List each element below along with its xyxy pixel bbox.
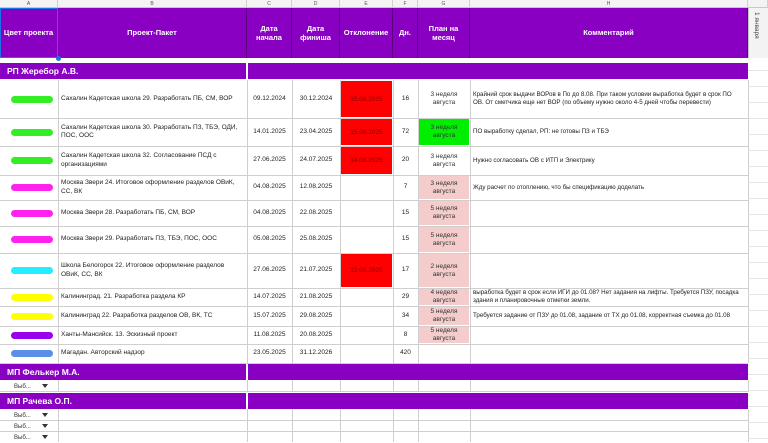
header-comment[interactable]: Комментарий: [470, 8, 748, 58]
plan-cell[interactable]: 3 неделя августа: [419, 176, 469, 199]
comment-cell[interactable]: Нужно согласовать ОВ с ИТП и Электрику: [473, 156, 595, 164]
color-pill[interactable]: [11, 184, 53, 191]
project-name[interactable]: Сахалин Кадетская школа 29. Разработать ПБ, СМ, ВОР: [61, 94, 233, 102]
column-divider: [418, 409, 419, 442]
comment-cell[interactable]: выработка будет в срок если ИГИ до 01.08? Нет задания на лифты. Требуется ПЗУ, посадка здания и планировочные отметки земли.: [473, 289, 739, 304]
days-cell[interactable]: 34: [401, 311, 410, 319]
comment-cell[interactable]: [473, 344, 745, 363]
plan-cell[interactable]: 3 неделя августа: [430, 91, 458, 106]
deviation-cell[interactable]: 14.08.2025: [341, 147, 392, 174]
start-date[interactable]: 04.08.2025: [253, 183, 286, 191]
color-dropdown[interactable]: [0, 432, 58, 443]
dropdown-label: Выб...: [14, 434, 31, 441]
finish-date[interactable]: 12.08.2025: [299, 183, 333, 191]
color-pill[interactable]: [11, 313, 53, 320]
days-cell[interactable]: 16: [401, 94, 410, 102]
color-pill[interactable]: [11, 350, 53, 357]
finish-date[interactable]: 24.07.2025: [299, 156, 333, 164]
header-month[interactable]: [748, 8, 768, 58]
column-letter-a[interactable]: A: [0, 0, 58, 8]
days-cell[interactable]: 29: [401, 292, 410, 300]
dropdown-label: Выб...: [14, 383, 31, 390]
finish-date[interactable]: 25.08.2025: [299, 235, 333, 243]
color-pill[interactable]: [11, 236, 53, 243]
plan-cell[interactable]: 5 неделя августа: [419, 327, 469, 343]
plan-cell[interactable]: 3 неделя августа: [419, 119, 469, 145]
row-divider: [748, 406, 768, 407]
project-name[interactable]: Магадан. Авторский надзор: [61, 349, 145, 357]
column-divider: [418, 80, 419, 363]
comment-cell[interactable]: Жду расчет по отоплению, что бы спецификацию доделать: [473, 183, 645, 191]
column-divider: [247, 409, 248, 442]
comment-cell[interactable]: [473, 326, 745, 344]
column-divider: [292, 409, 293, 442]
plan-cell[interactable]: 5 неделя августа: [419, 227, 469, 252]
row-divider: [748, 374, 768, 375]
group-divider: [246, 63, 248, 79]
plan-cell[interactable]: 5 неделя августа: [419, 201, 469, 225]
header-project[interactable]: Проект-Пакет: [58, 8, 247, 58]
comment-cell[interactable]: Требуется задание от ПЗУ до 01.08, задание от ТХ до 01.08, корректная съемка до 01.08: [473, 312, 731, 320]
header-deviation[interactable]: Отклонение: [340, 8, 393, 58]
finish-date[interactable]: 21.07.2025: [299, 266, 333, 274]
column-letter-b[interactable]: B: [58, 0, 247, 8]
column-divider: [58, 409, 59, 442]
finish-date[interactable]: 23.04.2025: [299, 127, 333, 135]
project-name[interactable]: Калининград 22. Разработка разделов ОВ, ВК, ТС: [61, 311, 213, 319]
days-cell[interactable]: 15: [401, 235, 410, 243]
row-divider: [748, 166, 768, 167]
start-date[interactable]: 27.06.2025: [253, 156, 286, 164]
column-divider: [470, 80, 471, 363]
header-plan[interactable]: План на месяц: [418, 8, 470, 58]
days-cell[interactable]: 15: [401, 208, 410, 216]
row-divider: [748, 198, 768, 199]
chevron-down-icon: [42, 384, 48, 388]
finish-date[interactable]: 31.12.2026: [299, 349, 333, 357]
project-name[interactable]: Сахалин Кадетская школа 30. Разработать ПЗ, ТБЭ, ОДИ, ПОС, ООС: [61, 123, 238, 139]
deviation-cell[interactable]: 15.08.2025: [341, 81, 392, 117]
days-cell[interactable]: 420: [400, 349, 411, 357]
deviation-cell[interactable]: 12.08.2025: [341, 254, 392, 287]
column-divider: [470, 409, 471, 442]
row-divider: [748, 262, 768, 263]
days-cell[interactable]: 17: [401, 266, 410, 274]
start-date[interactable]: 05.08.2025: [253, 235, 286, 243]
group-header[interactable]: МП Рачева О.П.: [0, 393, 748, 409]
start-date[interactable]: 14.01.2025: [253, 127, 286, 135]
start-date[interactable]: 27.06.2025: [253, 266, 286, 274]
chevron-down-icon: [42, 435, 48, 439]
month-label: 1 января: [753, 12, 760, 39]
days-cell[interactable]: 72: [401, 127, 410, 135]
plan-cell[interactable]: 4 неделя августа: [419, 289, 469, 305]
chevron-down-icon: [42, 413, 48, 417]
comment-cell[interactable]: [473, 226, 745, 253]
row-divider: [748, 342, 768, 343]
finish-date[interactable]: 21.08.2025: [299, 292, 333, 300]
column-letter-c[interactable]: C: [247, 0, 292, 8]
row-divider: [748, 150, 768, 151]
finish-date[interactable]: 30.12.2024: [299, 94, 333, 102]
plan-cell[interactable]: 5 неделя августа: [419, 307, 469, 325]
row-divider: [748, 422, 768, 423]
column-divider: [393, 409, 394, 442]
dropdown-label: Выб...: [14, 412, 31, 419]
start-date[interactable]: 14.07.2025: [253, 292, 286, 300]
finish-date[interactable]: 22.08.2025: [299, 208, 333, 216]
start-date[interactable]: 15.07.2025: [253, 311, 286, 319]
project-name[interactable]: Школа Белогорск 22. Итоговое оформление разделов ОВиК, СС, ВК: [61, 262, 225, 278]
row-divider: [748, 246, 768, 247]
project-name[interactable]: Москва Звери 28. Разработать ПБ, СМ, ВОР: [61, 208, 196, 216]
column-letter-g[interactable]: G: [418, 0, 470, 8]
column-divider: [247, 80, 248, 363]
comment-cell[interactable]: ПО выработку сделал, РП: не готовы ПЗ и ТБЭ: [473, 128, 609, 136]
column-letter-e[interactable]: E: [340, 0, 393, 8]
project-name[interactable]: Москва Звери 24. Итоговое оформление разделов ОВиК, СС, ВК: [61, 179, 235, 195]
group-header[interactable]: РП Жеребор А.В.: [0, 63, 748, 79]
days-cell[interactable]: 20: [401, 156, 410, 164]
row-divider: [0, 420, 748, 421]
row-divider: [748, 182, 768, 183]
plan-cell[interactable]: 2 неделя августа: [419, 254, 469, 287]
header-finish[interactable]: Дата финиша: [292, 8, 340, 58]
row-divider: [748, 70, 768, 71]
row-divider: [748, 118, 768, 119]
row-divider: [748, 214, 768, 215]
color-pill[interactable]: [11, 210, 53, 217]
color-pill[interactable]: [11, 294, 53, 301]
row-divider: [748, 134, 768, 135]
comment-cell[interactable]: [473, 200, 745, 226]
row-divider: [748, 326, 768, 327]
column-letter-h[interactable]: H: [470, 0, 748, 8]
row-divider: [748, 86, 768, 87]
column-divider: [58, 80, 59, 363]
column-divider: [393, 80, 394, 363]
comment-cell[interactable]: [473, 253, 745, 288]
header-color[interactable]: Цвет проекта: [0, 8, 58, 58]
row-divider: [748, 278, 768, 279]
color-pill[interactable]: [11, 267, 53, 274]
chevron-down-icon: [42, 424, 48, 428]
start-date[interactable]: 23.05.2025: [253, 349, 286, 357]
finish-date[interactable]: 20.08.2025: [299, 330, 333, 338]
color-pill[interactable]: [11, 157, 53, 164]
header-start[interactable]: Дата начала: [247, 8, 292, 58]
group-divider: [246, 364, 248, 380]
column-letter-i[interactable]: [748, 0, 768, 8]
start-date[interactable]: 11.08.2025: [253, 330, 286, 338]
plan-cell[interactable]: 3 неделя августа: [430, 152, 458, 168]
row-divider: [748, 358, 768, 359]
comment-cell[interactable]: Крайний срок выдачи ВОРов в По до 8.08. При таком условии выработка будет в срок ПО ОВ. От сметчика еще нет ВОР (по объему нужно около 4-5 дней чтобы перевести): [473, 91, 732, 106]
row-divider: [0, 391, 748, 392]
project-name[interactable]: Сахалин Кадетская школа 32. Согласование ПСД с организациями: [61, 152, 217, 168]
column-letter-f[interactable]: F: [393, 0, 418, 8]
selection-handle[interactable]: [56, 56, 61, 61]
row-divider: [748, 390, 768, 391]
column-divider: [292, 80, 293, 363]
row-divider: [748, 438, 768, 439]
column-divider: [340, 409, 341, 442]
finish-date[interactable]: 29.08.2025: [299, 311, 333, 319]
color-pill[interactable]: [11, 332, 53, 339]
start-date[interactable]: 04.08.2025: [253, 208, 286, 216]
project-name[interactable]: Москва Звери 29. Разработать ПЗ, ТБЭ, ПОС, ООС: [61, 235, 217, 243]
color-pill[interactable]: [11, 129, 53, 136]
row-divider: [748, 310, 768, 311]
column-divider: [748, 80, 749, 363]
row-divider: [748, 294, 768, 295]
column-divider: [340, 80, 341, 363]
header-days[interactable]: Дн.: [393, 8, 418, 58]
row-divider: [748, 102, 768, 103]
color-pill[interactable]: [11, 96, 53, 103]
project-name[interactable]: Ханты-Мансийск. 13. Эскизный проект: [61, 330, 178, 338]
days-cell[interactable]: 8: [403, 330, 408, 338]
column-letter-d[interactable]: D: [292, 0, 340, 8]
row-divider: [748, 230, 768, 231]
row-divider: [0, 363, 748, 364]
row-divider: [0, 431, 748, 432]
start-date[interactable]: 09.12.2024: [253, 94, 286, 102]
group-header[interactable]: МП Фелькер М.А.: [0, 364, 748, 380]
project-name[interactable]: Калининград. 21. Разработка раздела КР: [61, 292, 186, 300]
dropdown-label: Выб...: [14, 423, 31, 430]
group-divider: [246, 393, 248, 409]
days-cell[interactable]: 7: [403, 183, 408, 191]
deviation-cell[interactable]: 15.08.2025: [341, 119, 392, 145]
